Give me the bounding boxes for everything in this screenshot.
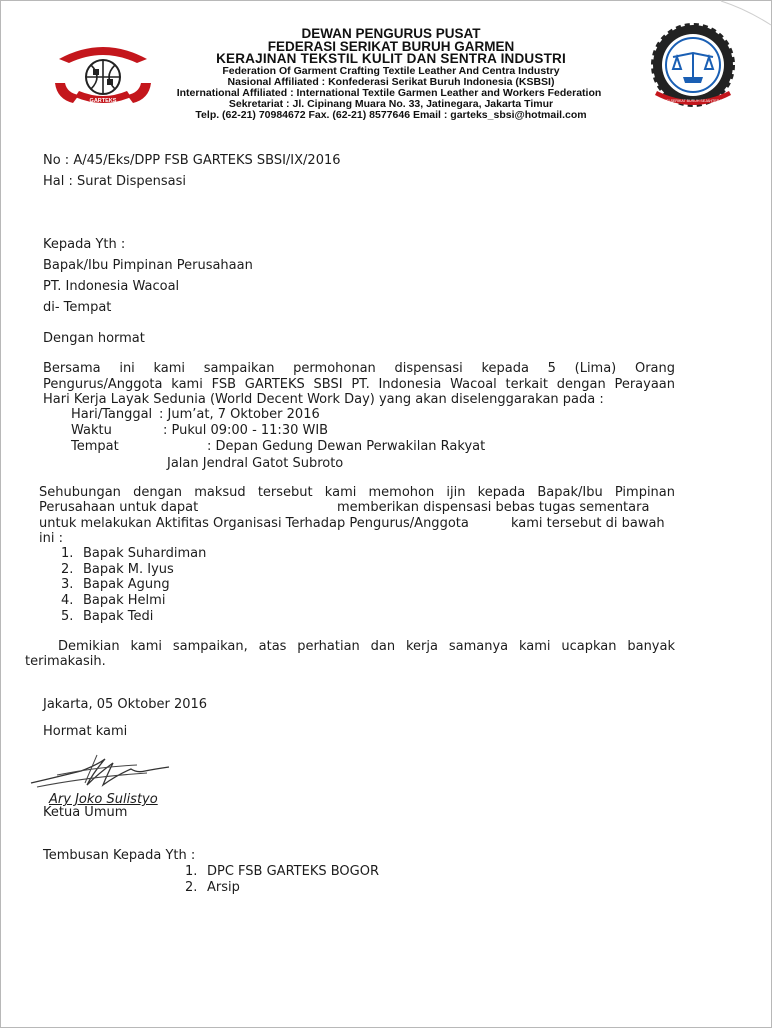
cc-item: DPC FSB GARTEKS BOGOR [207, 864, 379, 879]
event-place-label: Tempat [71, 439, 119, 454]
letterhead-industry: KERAJINAN TEKSTIL KULIT DAN SENTRA INDUSTRI [216, 51, 566, 66]
cc-item-number: 2. [185, 880, 198, 895]
signer-name: Ary Joko Sulistyo [49, 792, 158, 807]
list-item-number: 2. [61, 562, 74, 577]
list-item: Bapak Suhardiman [83, 546, 207, 561]
event-place-value: : Depan Gedung Dewan Perwakilan Rakyat [207, 439, 486, 454]
logo-right-text: KONFEDERASI SERIKAT BURUH SEJAHTERA INDONESIA [643, 99, 743, 103]
letterhead-contact: Telp. (62-21) 70984672 Fax. (62-21) 8577646 Email : garteks_sbsi@hotmail.com [195, 109, 587, 121]
event-time-label: Waktu [71, 423, 112, 438]
place-and-date: Jakarta, 05 Oktober 2016 [43, 697, 208, 712]
paragraph-2-line-2b: memberikan dispensasi bebas tugas sementara [337, 500, 650, 515]
paragraph-1-line-1: Bersama ini kami sampaikan permohonan dispensasi kepada 5 (Lima) Orang [43, 361, 675, 376]
list-item: Bapak M. Iyus [83, 562, 174, 577]
letterhead-title: DEWAN PENGURUS PUSAT [301, 26, 481, 41]
closing-line-2: terimakasih. [25, 654, 106, 669]
cc-item-number: 1. [185, 864, 198, 879]
event-date-value: : Jum’at, 7 Oktober 2016 [159, 407, 320, 422]
signature [27, 753, 175, 795]
letter-number: No : A/45/Eks/DPP FSB GARTEKS SBSI/IX/2016 [43, 153, 341, 168]
list-item-number: 5. [61, 609, 74, 624]
recipient-label: Kepada Yth : [43, 237, 126, 252]
paragraph-2-line-3b: kami tersebut di bawah [511, 516, 665, 531]
paragraph-1-line-3: Hari Kerja Layak Sedunia (World Decent Work Day) yang akan diselenggarakan pada : [43, 392, 604, 407]
list-item-number: 1. [61, 546, 74, 561]
list-item-number: 4. [61, 593, 74, 608]
letter-subject: Hal : Surat Dispensasi [43, 174, 187, 189]
list-item-number: 3. [61, 577, 74, 592]
cc-item: Arsip [207, 880, 240, 895]
letterhead-english-name: Federation Of Garment Crafting Textile Leather And Centra Industry [222, 65, 560, 77]
regards: Hormat kami [43, 724, 128, 739]
list-item: Bapak Helmi [83, 593, 166, 608]
event-place-address: Jalan Jendral Gatot Subroto [167, 456, 344, 471]
list-item: Bapak Agung [83, 577, 170, 592]
recipient-line-3: di- Tempat [43, 300, 112, 315]
paragraph-1-line-2: Pengurus/Anggota kami FSB GARTEKS SBSI PT. Indonesia Wacoal terkait dengan Perayaan [43, 377, 675, 392]
cc-label: Tembusan Kepada Yth : [43, 848, 196, 863]
closing-line-1: Demikian kami sampaikan, atas perhatian dan kerja samanya kami ucapkan banyak [58, 639, 675, 654]
paragraph-2-line-4: ini : [39, 531, 63, 546]
letterhead-international-affiliation: International Affiliated : International Textile Garmen Leather and Workers Federation [176, 87, 602, 99]
logo-left-text: GARTEKS [89, 98, 117, 104]
recipient-line-1: Bapak/Ibu Pimpinan Perusahaan [43, 258, 253, 273]
greeting: Dengan hormat [43, 331, 145, 346]
paragraph-2-line-1: Sehubungan dengan maksud tersebut kami memohon ijin kepada Bapak/Ibu Pimpinan [39, 485, 675, 500]
event-date-label: Hari/Tanggal [71, 407, 153, 422]
paragraph-2-line-3a: untuk melakukan Aktifitas Organisasi Terhadap Pengurus/Anggota [39, 516, 469, 531]
letterhead-federation: FEDERASI SERIKAT BURUH GARMEN [267, 39, 515, 54]
signer-title: Ketua Umum [43, 805, 128, 820]
letterhead-secretariat: Sekretariat : Jl. Cipinang Muara No. 33, Jatinegara, Jakarta Timur [228, 98, 554, 110]
paragraph-2-line-2a: Perusahaan untuk dapat [39, 500, 199, 515]
list-item: Bapak Tedi [83, 609, 154, 624]
event-time-value: : Pukul 09:00 - 11:30 WIB [163, 423, 329, 438]
recipient-line-2: PT. Indonesia Wacoal [43, 279, 180, 294]
letterhead-national-affiliation: Nasional Affiliated : Konfederasi Serikat Buruh Indonesia (KSBSI) [227, 76, 555, 88]
